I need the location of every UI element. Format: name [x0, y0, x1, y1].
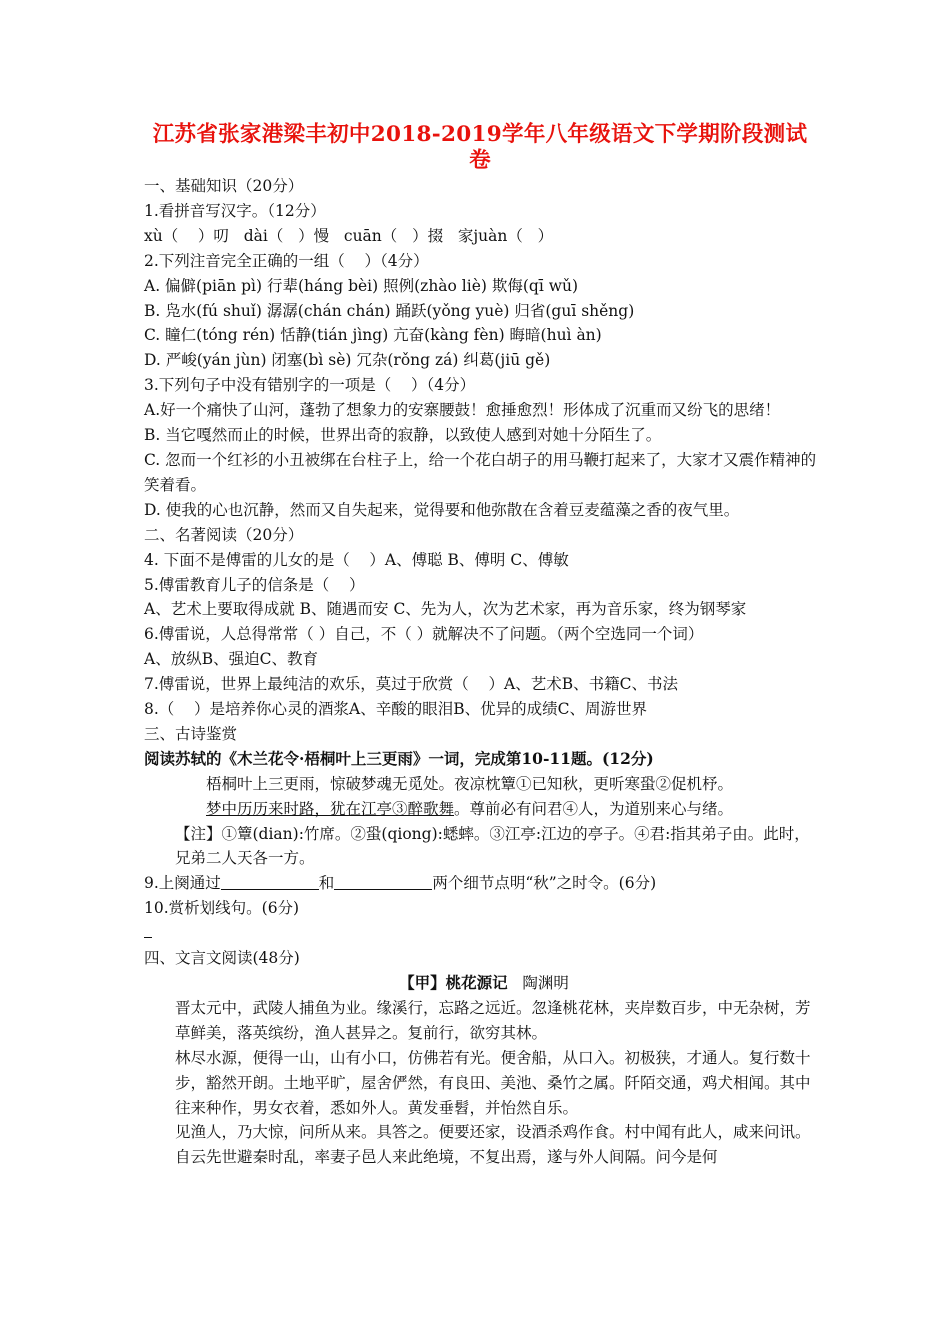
- question-8: 8.（ ）是培养你心灵的酒浆A、辛酸的眼泪B、优异的成绩C、周游世界: [144, 700, 647, 719]
- question-3-option-c: C. 忽而一个红衫的小丑被绑在台柱子上，给一个花白胡子的用马鞭打起来了，大家才又震作精神的笑着看。: [144, 450, 817, 494]
- question-3: 3.下列句子中没有错别字的一项是（ ）（4分）: [144, 376, 476, 395]
- underlined-verse: 梦中历历来时路，犹在江亭③醉歌舞: [206, 799, 455, 818]
- question-9-part-2: 和: [318, 874, 335, 893]
- poem-line-2: [144, 797, 824, 822]
- passage-title-text: 【甲】桃花源记: [399, 973, 508, 992]
- exam-title: [140, 122, 820, 174]
- question-2-option-a: A. 偏僻(piān pì) 行辈(háng bèi) 照例(zhào liè) 欺侮(qī wǔ): [144, 276, 579, 295]
- question-2: 2.下列注音完全正确的一组（ ）（4分）: [144, 251, 429, 270]
- question-3-option-d: D. 使我的心也沉静，然而又自失起来，觉得要和他弥散在含着豆麦蕴藻之香的夜气里。: [144, 500, 740, 519]
- section-1-heading: 一、基础知识（20分）: [144, 177, 304, 195]
- title-line-2: 卷: [469, 148, 491, 173]
- question-10: 10.赏析划线句。(6分): [144, 899, 300, 918]
- answer-blank-1[interactable]: [221, 873, 319, 890]
- question-7: 7.傅雷说，世界上最纯洁的欢乐，莫过于欣赏（ ）A、艺术B、书籍C、书法: [144, 675, 678, 694]
- question-1: 1.看拼音写汉字。（12分）: [144, 201, 326, 220]
- question-6: 6.傅雷说，人总得常常（ ）自己，不（ ）就解决不了问题。（两个空选同一个词）: [144, 625, 704, 644]
- question-9: [144, 871, 824, 896]
- answer-blank-2[interactable]: [334, 873, 432, 890]
- passage-paragraph-3: 见渔人，乃大惊，问所从来。具答之。便要还家，设酒杀鸡作食。村中闻有此人，咸来问讯。自云先世避秦时乱，率妻子邑人来此绝境，不复出焉，遂与外人间隔。问今是何: [175, 1123, 811, 1167]
- section-4-heading: 四、文言文阅读(48分): [144, 949, 300, 968]
- question-6-options: A、放纵B、强迫C、教育: [144, 650, 318, 669]
- exam-body: [144, 174, 824, 1170]
- question-3-option-b: B. 当它嘎然而止的时候，世界出奇的寂静，以致使人感到对她十分陌生了。: [144, 426, 662, 445]
- answer-mark: [144, 925, 152, 938]
- section-2-heading: 二、名著阅读（20分）: [144, 525, 304, 544]
- poem-note: 【注】①簟(dian):竹席。②蛩(qiong):蟋蟀。③江亭:江边的亭子。④君:指其弟子由。此时，兄弟二人天各一方。: [175, 824, 810, 868]
- question-3-option-a: A.好一个痛快了山河，蓬勃了想象力的安寨腰鼓！愈捶愈烈！形体成了沉重而又纷飞的思绪！: [144, 401, 781, 420]
- question-9-part-1: 9.上阕通过: [144, 874, 221, 893]
- answer-line[interactable]: [144, 921, 824, 946]
- question-2-option-b: B. 凫水(fú shuǐ) 潺潺(chán chán) 踊跃(yǒng yuè) 归省(guī shěng): [144, 301, 635, 320]
- question-2-option-c: C. 瞳仁(tóng rén) 恬静(tián jìng) 亢奋(kàng fèn) 晦暗(huì àn): [144, 326, 602, 345]
- passage-author: 陶渊明: [522, 974, 569, 992]
- passage-title: [144, 971, 824, 996]
- poem-intro: 阅读苏轼的《木兰花令·梧桐叶上三更雨》一词，完成第10-11题。(12分): [144, 748, 654, 768]
- passage-paragraph-1: 晋太元中，武陵人捕鱼为业。缘溪行，忘路之远近。忽逢桃花林，夹岸数百步，中无杂树，芳草鲜美，落英缤纷，渔人甚异之。复前行，欲穷其林。: [175, 998, 811, 1042]
- question-5-options: A、艺术上要取得成就 B、随遇而安 C、先为人，次为艺术家，再为音乐家，终为钢琴家: [144, 600, 747, 619]
- section-3-heading: 三、古诗鉴赏: [144, 724, 238, 743]
- question-2-option-d: D. 严峻(yán jùn) 闭塞(bì sè) 冗杂(rǒng zá) 纠葛(jiū gě): [144, 351, 551, 370]
- question-1-items: xù（ ）叨 dài（ ）慢 cuān（ ）掇 家juàn（ ）: [144, 226, 554, 245]
- poem-line-1: 梧桐叶上三更雨，惊破梦魂无觅处。夜凉枕簟①已知秋，更听寒蛩②促机杼。: [206, 774, 734, 793]
- question-5: 5.傅雷教育儿子的信条是（ ）: [144, 575, 365, 594]
- question-9-part-3: 两个细节点明“秋”之时令。(6分): [432, 874, 657, 893]
- question-4: 4. 下面不是傅雷的儿女的是（ ）A、傅聪 B、傅明 C、傅敏: [144, 550, 569, 569]
- title-line-1: 江苏省张家港梁丰初中2018-2019学年八年级语文下学期阶段测试: [152, 122, 808, 147]
- passage-paragraph-2: 林尽水源，便得一山，山有小口，仿佛若有光。便舍船，从口入。初极狭，才通人。复行数十步，豁然开朗。土地平旷，屋舍俨然，有良田、美池、桑竹之属。阡陌交通，鸡犬相闻。其中往来种作，男女衣着，悉如外人。黄发垂髫，并怡然自乐。: [175, 1048, 811, 1117]
- poem-line-2-rest: 。尊前必有问君④人，为道别来心与绪。: [454, 799, 734, 818]
